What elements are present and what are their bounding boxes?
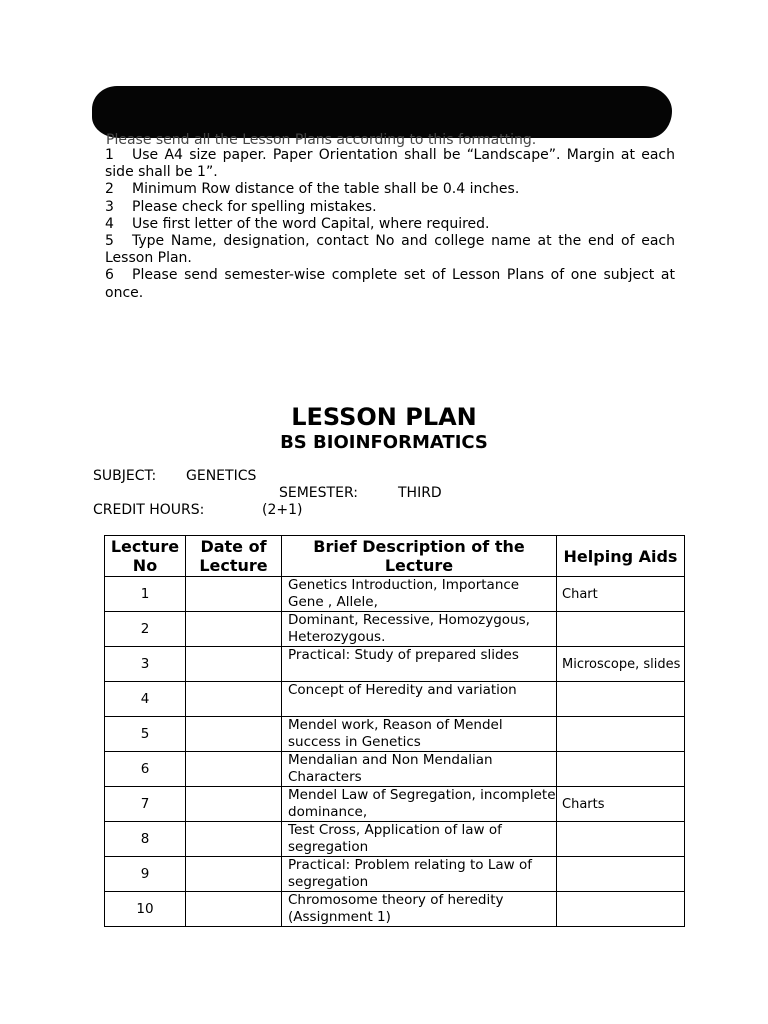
page-subtitle: BS BIOINFORMATICS [280, 432, 488, 453]
credit-hours-line [93, 502, 302, 518]
description-cell: Dominant, Recessive, Homozygous, Heterozygous. [282, 612, 557, 647]
helping-aids-cell [557, 892, 685, 927]
instruction-list [105, 147, 675, 302]
helping-aids-cell [557, 612, 685, 647]
description-cell: Practical: Problem relating to Law of segregation [282, 857, 557, 892]
date-cell [186, 717, 282, 752]
page-title: LESSON PLAN [291, 403, 477, 431]
instruction-item: 4 Use first letter of the word Capital, where required. [105, 215, 490, 232]
table-row [105, 612, 685, 647]
instruction-item: 6 Please send semester-wise complete set of Lesson Plans of one subject at once. [105, 267, 675, 301]
lecture-no-cell: 10 [105, 892, 186, 927]
lecture-no-cell: 7 [105, 787, 186, 822]
table-row [105, 577, 685, 612]
column-header-helping-aids: Helping Aids [557, 536, 685, 577]
date-cell [186, 857, 282, 892]
lecture-no-cell: 3 [105, 647, 186, 682]
date-cell [186, 577, 282, 612]
description-cell: Mendel work, Reason of Mendel success in Genetics [282, 717, 557, 752]
lecture-no-cell: 6 [105, 752, 186, 787]
table-row [105, 857, 685, 892]
date-cell [186, 892, 282, 927]
date-cell [186, 647, 282, 682]
instruction-item: 5 Type Name, designation, contact No and college name at the end of each Lesson Plan. [105, 233, 675, 267]
description-cell: Genetics Introduction, Importance Gene , Allele, [282, 577, 557, 612]
instruction-item: 1 Use A4 size paper. Paper Orientation shall be “Landscape”. Margin at each side shall be 1”. [105, 147, 675, 181]
date-cell [186, 787, 282, 822]
table-row [105, 647, 685, 682]
table-row [105, 787, 685, 822]
table-row [105, 752, 685, 787]
table-row [105, 822, 685, 857]
subject-label: SUBJECT: [93, 468, 157, 484]
table-row [105, 892, 685, 927]
lecture-no-cell: 9 [105, 857, 186, 892]
helping-aids-cell [557, 822, 685, 857]
subject-value: GENETICS [186, 468, 257, 484]
date-cell [186, 682, 282, 717]
lecture-no-cell: 4 [105, 682, 186, 717]
table-header-row [105, 536, 685, 577]
table-row [105, 717, 685, 752]
redaction-block [92, 86, 672, 148]
helping-aids-cell [557, 682, 685, 717]
lecture-no-cell: 1 [105, 577, 186, 612]
description-cell: Practical: Study of prepared slides [282, 647, 557, 682]
helping-aids-cell: Chart [557, 577, 685, 612]
credit-hours-value: (2+1) [262, 502, 303, 518]
description-cell: Mendalian and Non Mendalian Characters [282, 752, 557, 787]
column-header-date: Date of Lecture [186, 536, 282, 577]
date-cell [186, 822, 282, 857]
semester-value: THIRD [398, 485, 442, 501]
instruction-item: 3 Please check for spelling mistakes. [105, 198, 377, 215]
column-header-lecture-no: Lecture No [105, 536, 186, 577]
instruction-item: 2 Minimum Row distance of the table shall be 0.4 inches. [105, 181, 520, 198]
helping-aids-cell [557, 752, 685, 787]
helping-aids-cell: Microscope, slides [557, 647, 685, 682]
lecture-no-cell: 8 [105, 822, 186, 857]
helping-aids-cell [557, 857, 685, 892]
date-cell [186, 752, 282, 787]
lesson-plan-table [104, 535, 685, 927]
column-header-description: Brief Description of the Lecture [282, 536, 557, 577]
table-row [105, 682, 685, 717]
helping-aids-cell: Charts [557, 787, 685, 822]
helping-aids-cell [557, 717, 685, 752]
description-cell: Chromosome theory of heredity (Assignment 1) [282, 892, 557, 927]
date-cell [186, 612, 282, 647]
redacted-text: Please send all the Lesson Plans according to this formatting. [106, 132, 537, 148]
description-cell: Test Cross, Application of law of segregation [282, 822, 557, 857]
subject-line [93, 468, 256, 484]
description-cell: Mendel Law of Segregation, incomplete dominance, [282, 787, 557, 822]
lecture-no-cell: 5 [105, 717, 186, 752]
credit-hours-label: CREDIT HOURS: [93, 502, 205, 518]
description-cell: Concept of Heredity and variation [282, 682, 557, 717]
semester-line [279, 485, 442, 501]
lecture-no-cell: 2 [105, 612, 186, 647]
semester-label: SEMESTER: [279, 485, 358, 501]
